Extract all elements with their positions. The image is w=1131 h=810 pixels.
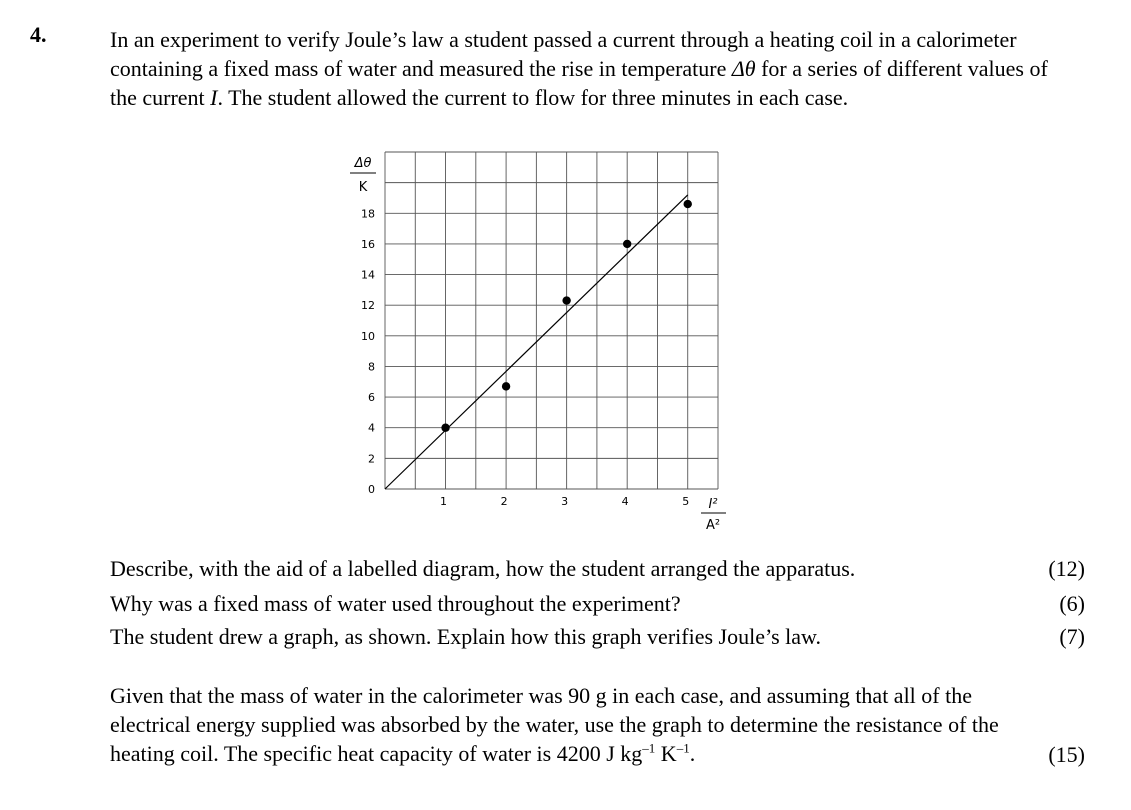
- data-point: [502, 382, 510, 390]
- intro-text-b: for a series of different values of the current: [110, 56, 1048, 110]
- x-tick-label: 1: [440, 495, 448, 508]
- final-exp-2: –1: [676, 740, 690, 756]
- task-1-text: Describe, with the aid of a labelled diagram, how the student arranged the apparatus.: [110, 556, 856, 581]
- final-exp-1: –1: [642, 740, 656, 756]
- y-tick-label: 4: [368, 421, 375, 435]
- data-point: [562, 296, 570, 304]
- y-tick-label: 2: [368, 452, 375, 466]
- x-tick-label: 3: [561, 495, 569, 508]
- final-task-text: [110, 681, 1040, 768]
- x-axis-label-top: I²: [708, 497, 718, 512]
- final-text-a: Given that the mass of water in the calorimeter was 90 g in each case, and assuming that all of the electrical energy supplied was absorbed by the water, use the graph to determine the resistance of the heating coil. The specific heat capacity of water is 4200 J kg: [110, 683, 999, 766]
- y-axis-label-top: Δθ: [354, 156, 372, 171]
- y-tick-label: 10: [361, 329, 375, 343]
- data-point: [623, 240, 631, 248]
- x-axis-label-bottom: A²: [705, 518, 721, 533]
- task-2-text: Why was a fixed mass of water used throughout the experiment?: [110, 591, 681, 616]
- task-3-marks: (7): [1059, 624, 1085, 649]
- intro-text-a: In an experiment to verify Joule’s law a student passed a current through a heating coil in a calorimeter containing a fixed mass of water and measured the rise in temperature: [110, 27, 1017, 81]
- question-number: 4.: [30, 22, 47, 47]
- final-task-marks: (15): [1048, 742, 1085, 767]
- data-point: [684, 200, 692, 208]
- y-tick-label: 14: [361, 268, 375, 282]
- y-tick-label: 8: [368, 360, 375, 374]
- task-3-text: The student drew a graph, as shown. Explain how this graph verifies Joule’s law.: [110, 624, 821, 649]
- y-tick-label: 16: [361, 237, 375, 251]
- x-tick-label: 5: [682, 495, 690, 508]
- y-axis-label-bottom: K: [358, 180, 368, 195]
- x-tick-label: 4: [621, 495, 629, 508]
- question-intro: [110, 25, 1070, 112]
- task-2-marks: (6): [1059, 591, 1085, 616]
- intro-text-c: . The student allowed the current to flow for three minutes in each case.: [217, 85, 849, 110]
- task-1-marks: (12): [1048, 556, 1085, 581]
- data-point: [441, 424, 449, 432]
- final-text-b: K: [655, 741, 677, 766]
- y-tick-label: 6: [368, 391, 375, 405]
- delta-theta-symbol: Δθ: [731, 56, 756, 81]
- y-tick-label: 18: [361, 207, 375, 221]
- joule-law-graph: [330, 140, 750, 550]
- y-tick-label: 0: [368, 483, 375, 496]
- current-symbol: I: [210, 85, 218, 110]
- x-tick-label: 2: [500, 495, 508, 508]
- y-tick-label: 12: [361, 299, 375, 313]
- final-text-c: .: [689, 741, 696, 766]
- graph-grid: [385, 152, 718, 489]
